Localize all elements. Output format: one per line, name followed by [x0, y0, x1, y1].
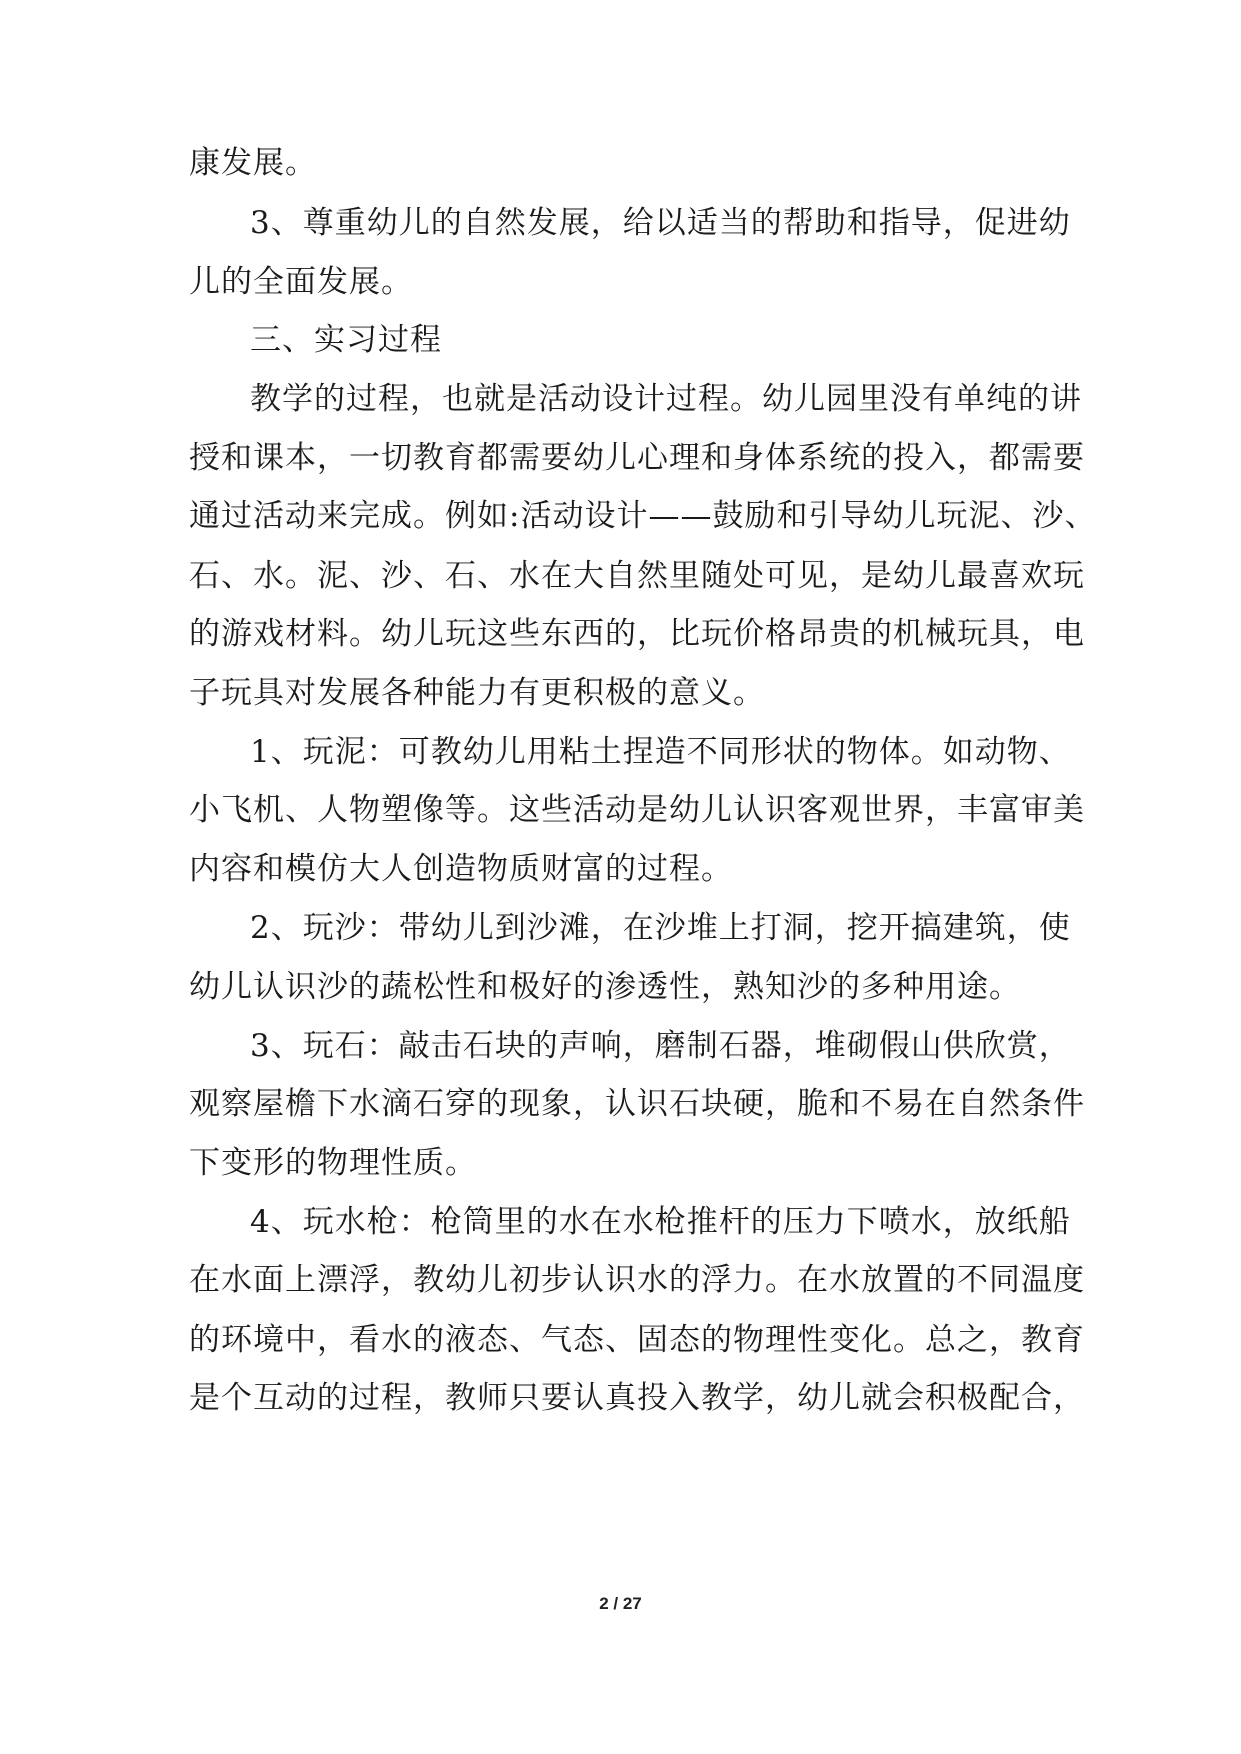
text-line: 下变形的物理性质。 — [189, 1145, 477, 1181]
text-line: 小飞机、人物塑像等。这些活动是幼儿认识客观世界，丰富审美 — [189, 792, 1085, 828]
section-heading: 三、实习过程 — [250, 322, 442, 358]
text-line: 授和课本，一切教育都需要幼儿心理和身体系统的投入，都需要 — [189, 440, 1085, 476]
text-line: 的游戏材料。幼儿玩这些东西的，比玩价格昂贵的机械玩具，电 — [189, 616, 1085, 652]
text-line: 石、水。泥、沙、石、水在大自然里随处可见，是幼儿最喜欢玩 — [189, 558, 1085, 594]
text-line: 观察屋檐下水滴石穿的现象，认识石块硬，脆和不易在自然条件 — [189, 1086, 1085, 1122]
page-number: 2 / 27 — [599, 1594, 642, 1613]
text-line: 的环境中，看水的液态、气态、固态的物理性变化。总之，教育 — [189, 1322, 1085, 1358]
text-line: 2、玩沙：带幼儿到沙滩，在沙堆上打洞，挖开搞建筑，使 — [250, 910, 1071, 946]
text-line: 3、尊重幼儿的自然发展，给以适当的帮助和指导，促进幼 — [250, 205, 1071, 241]
text-line: 儿的全面发展。 — [189, 264, 413, 300]
text-line: 内容和模仿大人创造物质财富的过程。 — [189, 851, 733, 887]
text-line: 1、玩泥：可教幼儿用粘土捏造不同形状的物体。如动物、 — [250, 734, 1071, 770]
text-line: 教学的过程，也就是活动设计过程。幼儿园里没有单纯的讲 — [250, 381, 1082, 417]
text-line: 在水面上漂浮，教幼儿初步认识水的浮力。在水放置的不同温度 — [189, 1262, 1085, 1298]
text-line: 子玩具对发展各种能力有更积极的意义。 — [189, 675, 765, 711]
text-line: 康发展。 — [189, 145, 317, 181]
text-line: 是个互动的过程，教师只要认真投入教学，幼儿就会积极配合， — [189, 1380, 1085, 1416]
text-line: 通过活动来完成。例如:活动设计——鼓励和引导幼儿玩泥、沙、 — [189, 498, 1097, 534]
text-line: 3、玩石：敲击石块的声响，磨制石器，堆砌假山供欣赏， — [250, 1028, 1071, 1064]
text-line: 幼儿认识沙的蔬松性和极好的渗透性，熟知沙的多种用途。 — [189, 969, 1021, 1005]
text-line: 4、玩水枪：枪筒里的水在水枪推杆的压力下喷水，放纸船 — [250, 1204, 1071, 1240]
